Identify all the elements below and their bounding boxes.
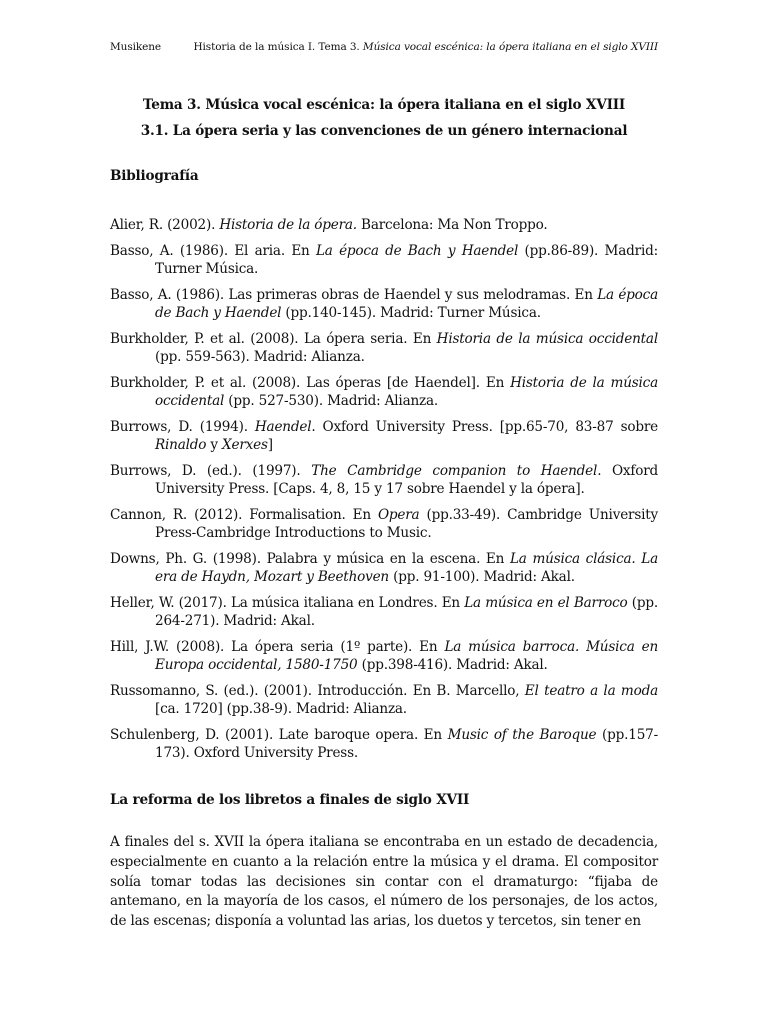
bibliography-entry [110, 330, 658, 366]
entry-text: [ca. 1720] (pp.38-9). Madrid: Alianza. [155, 701, 407, 717]
bibliography-entry [110, 550, 658, 586]
entry-title: Historia de la música occidental [155, 375, 658, 409]
bibliography-heading: Bibliografía [110, 168, 199, 184]
section-paragraph: A finales del s. XVII la ópera italiana se encontraba en un estado de decadencia, especialmente en cuanto a la relación entre la música y el drama. El compositor solía tomar todas las decisiones sin contar con el dramaturgo: “fijaba de antemano, en la mayoría de los casos, el número de los personajes, de los actos, de las escenas; disponía a voluntad las arias, los duetos y tercetos, sin tener en [110, 834, 658, 930]
section-heading: La reforma de los libretos a finales de siglo XVII [110, 792, 470, 808]
header-institution: Musikene [110, 41, 162, 53]
entry-text: (pp.33-49). Cambridge University Press-Cambridge Introductions to Music. [155, 507, 658, 541]
entry-title: Xerxes [222, 437, 268, 453]
bibliography-entry [110, 418, 658, 454]
entry-title: Rinaldo [155, 437, 207, 453]
entry-text: Alier, R. (2002). [110, 217, 220, 233]
entry-title: Historia de la ópera. [219, 217, 357, 233]
entry-text: . Oxford University Press. [pp.65-70, 83-87 sobre [311, 419, 658, 435]
entry-text: Burkholder, P. et al. (2008). La ópera seria. En [110, 331, 437, 347]
document-titles [110, 92, 658, 144]
bibliography-entry [110, 594, 658, 630]
entry-text: y [206, 437, 223, 453]
entry-text: (pp.140-145). Madrid: Turner Música. [281, 305, 541, 321]
running-header [110, 41, 658, 53]
entry-text: Barcelona: Ma Non Troppo. [356, 217, 548, 233]
entry-text: Burrows, D. (ed.). (1997). [110, 463, 312, 479]
entry-text: ] [267, 437, 273, 453]
bibliography-entry [110, 682, 658, 718]
entry-title: La época de Bach y Haendel [315, 243, 519, 259]
bibliography-entry [110, 638, 658, 674]
bibliography-entry [110, 286, 658, 322]
bibliography-entry [110, 242, 658, 278]
entry-title: Opera [377, 507, 420, 523]
entry-text: Russomanno, S. (ed.). (2001). Introducción. En B. Marcello, [110, 683, 525, 699]
bibliography-entry [110, 374, 658, 410]
entry-text: Heller, W. (2017). La música italiana en Londres. En [110, 595, 465, 611]
entry-title: La música barroca. Música en Europa occidental, 1580-1750 [155, 639, 659, 673]
header-course-title: Historia de la música I. Tema 3. Música vocal escénica: la ópera italiana en el siglo XVIII [193, 41, 658, 53]
entry-title: La época de Bach y Haendel [155, 287, 658, 321]
entry-text: (pp.157-173). Oxford University Press. [155, 727, 659, 761]
bibliography-list [110, 216, 658, 770]
entry-text: Downs, Ph. G. (1998). Palabra y música en la escena. En [110, 551, 510, 567]
entry-title: Haendel [254, 419, 312, 435]
page-title: Tema 3. Música vocal escénica: la ópera italiana en el siglo XVIII [142, 97, 626, 113]
entry-text: (pp. 264-271). Madrid: Akal. [155, 595, 658, 629]
bibliography-entry [110, 726, 658, 762]
entry-text: Hill, J.W. (2008). La ópera seria (1º parte). En [110, 639, 445, 655]
entry-text: Schulenberg, D. (2001). Late baroque opera. En [110, 727, 448, 743]
entry-text: (pp. 527-530). Madrid: Alianza. [224, 393, 439, 409]
entry-text: Basso, A. (1986). Las primeras obras de Haendel y sus melodramas. En [110, 287, 598, 303]
entry-text: Basso, A. (1986). El aria. En [110, 243, 316, 259]
entry-text: (pp. 91-100). Madrid: Akal. [389, 569, 575, 585]
entry-text: (pp.398-416). Madrid: Akal. [357, 657, 548, 673]
entry-title: La música clásica. La era de Haydn, Mozart y Beethoven [155, 551, 658, 585]
bibliography-entry [110, 506, 658, 542]
bibliography-entry [110, 216, 658, 234]
entry-text: Burkholder, P. et al. (2008). Las óperas [de Haendel]. En [110, 375, 511, 391]
entry-title: La música en el Barroco [464, 595, 628, 611]
entry-text: (pp.86-89). Madrid: Turner Música. [155, 243, 658, 277]
entry-title: El teatro a la moda [524, 683, 658, 699]
entry-text: . Oxford University Press. [Caps. 4, 8, 15 y 17 sobre Haendel y la ópera]. [155, 463, 659, 497]
bibliography-entry [110, 462, 658, 498]
entry-title: Music of the Baroque [447, 727, 597, 743]
page-subtitle: 3.1. La ópera seria y las convenciones de un género internacional [140, 123, 628, 139]
entry-text: Burrows, D. (1994). [110, 419, 255, 435]
entry-text: (pp. 559-563). Madrid: Alianza. [155, 349, 365, 365]
entry-title: Historia de la música occidental [436, 331, 658, 347]
entry-text: Cannon, R. (2012). Formalisation. En [110, 507, 378, 523]
entry-title: The Cambridge companion to Haendel [311, 463, 598, 479]
